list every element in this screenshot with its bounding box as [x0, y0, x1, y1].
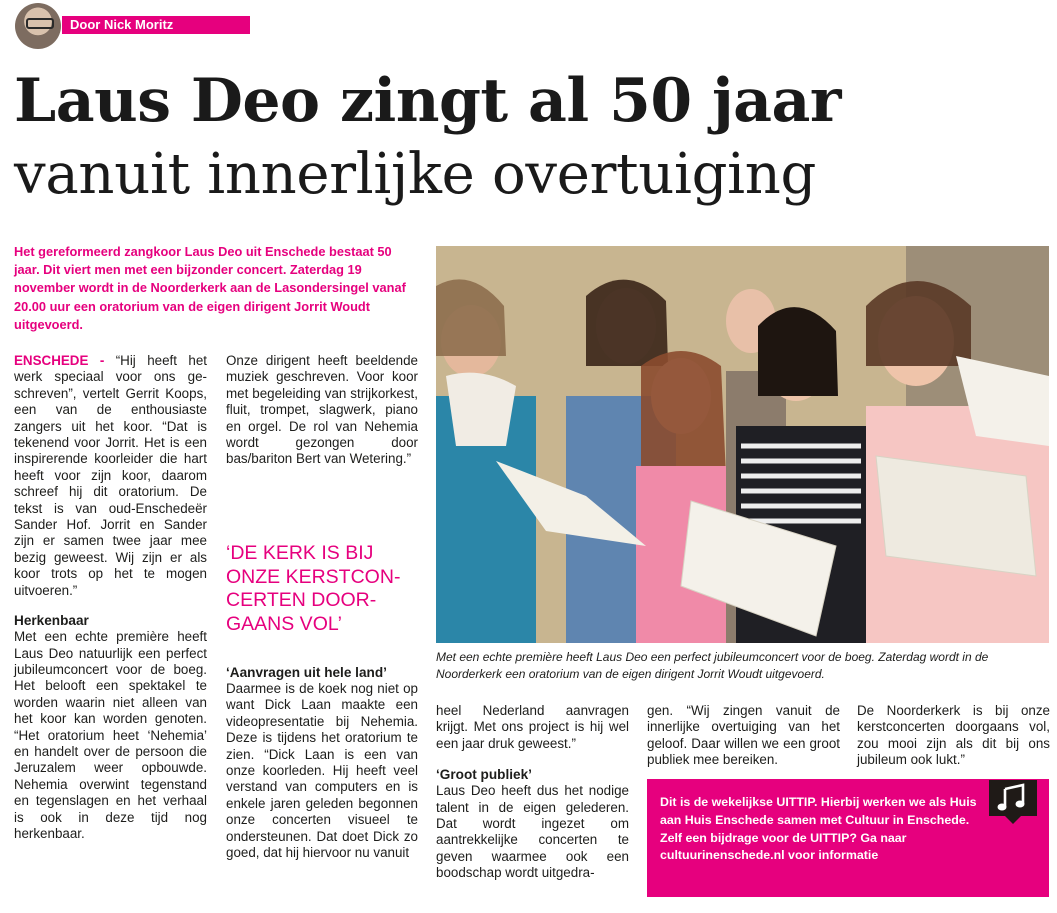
- music-note-icon: [989, 780, 1037, 824]
- intro-paragraph: Het gereformeerd zangkoor Laus Deo uit Enschede bestaat 50 jaar. Dit viert men met een bijzonder concert. Zaterdag 19 november wordt in de Noorderkerk aan de Lasondersingel vanaf 20.00 uur een oratorium van de eigen dirigent Jorrit Woudt uitgevoerd.: [14, 244, 406, 332]
- subhead-herkenbaar: Herkenbaar: [14, 613, 89, 629]
- headline-line-2: vanuit innerlijke overtuiging: [14, 142, 817, 207]
- subhead-groot-publiek: ‘Groot publiek’: [436, 767, 532, 783]
- article-column-4: [647, 703, 840, 769]
- choir-illustration: [436, 246, 1049, 643]
- byline: Door Nick Moritz: [70, 17, 174, 32]
- col1-paragraph-2: Met een echte première heeft Laus Deo natuurlijk een perfect jubileumconcert voor de boeg. Het belooft een spektakel te worden waarin niet alleen van het koor kan worden genoten. “Het oratorium heet ‘Nehemia’ en handelt over de persoon die Jeruzalem weer opbouwde. Nehemia overwint tegenstand en tegenslagen en het verhaal is ook in deze tijd nog herkenbaar.: [14, 629, 207, 841]
- article-column-1: [14, 353, 207, 842]
- photo-caption: Met een echte première heeft Laus Deo een perfect jubileumconcert voor de boeg. Zaterdag wordt in de Noorderkerk een oratorium van de eigen dirigent Jorrit Woudt uitgevoerd.: [436, 650, 989, 681]
- col5-paragraph-1: De Noorderkerk is bij onze kerstconcerten doorgaans vol, zou mooi zijn als dit bij ons jubileum ook lukt.”: [857, 703, 1050, 768]
- dateline: ENSCHEDE -: [14, 353, 116, 368]
- col3-paragraph-1: heel Nederland aanvragen krijgt. Met ons project is hij wel een jaar druk geweest.”: [436, 703, 629, 751]
- col2-paragraph-1: Onze dirigent heeft beeldende muziek geschreven. Voor koor met begeleiding van strijkorkest, fluit, trompet, slagwerk, piano en orgel. De rol van Nehemia wordt gezongen door bas/bariton Bert van Wetering.”: [226, 353, 418, 467]
- article-column-2-top: [226, 353, 418, 468]
- subhead-aanvragen: ‘Aanvragen uit hele land’: [226, 665, 387, 680]
- article-column-5: [857, 703, 1050, 769]
- uittip-text: Dit is de wekelijkse UITTIP. Hierbij werken we als Huis aan Huis Enschede samen met Cultuur in Enschede. Zelf een bijdrage voor de UITTIP? Ga naar cultuurinenschede.nl voor informatie: [660, 795, 977, 863]
- pull-quote: ‘DE KERK IS BIJ ONZE KERSTCONCERTEN DOORGAANS VOL’: [226, 542, 401, 635]
- choir-photo: [436, 246, 1049, 643]
- article-column-3: [436, 703, 629, 882]
- article-column-2-bottom: [226, 664, 418, 861]
- col4-paragraph-1: gen. “Wij zingen vanuit de innerlijke overtuiging van het geloof. Daar willen we een groot publiek mee bereiken.: [647, 703, 840, 768]
- col1-paragraph-1: ENSCHEDE - “Hij heeft het werk speciaal voor ons geschreven”, vertelt Gerrit Koops, een van de enthousiaste zangers uit het koor. “Dat is tekenend voor Jorrit. Het is een inspirerende koorleider die hart heeft voor zijn koor, daarom schreef hij dit oratorium. De tekst is van oud-Enschedeër Sander Hof. Jorrit en Sander zijn er samen twee jaar mee bezig geweest. Wij zijn er als koor trots op het te mogen uitvoeren.”: [14, 353, 208, 598]
- col3-paragraph-2: Laus Deo heeft dus het nodige talent in de eigen gelederen. Dat wordt ingezet om aantrekkelijke concerten te geven waarmee ook een boodschap wordt uitgedra-: [436, 783, 629, 881]
- headline-line-1: Laus Deo zingt al 50 jaar: [14, 66, 842, 136]
- col2-paragraph-2: Daarmee is de koek nog niet op want Dick Laan maakte een videopresentatie bij Nehemia. Deze is tijdens het oratorium te zien. “Dick Laan is een van onze koorleden. Hij heeft veel verstand van computers en is enkele jaren geleden begonnen onze concerten visueel te ondersteunen. Dat doet Dick zo goed, dat hij hiervoor nu vanuit: [226, 681, 418, 861]
- author-avatar: [15, 3, 61, 49]
